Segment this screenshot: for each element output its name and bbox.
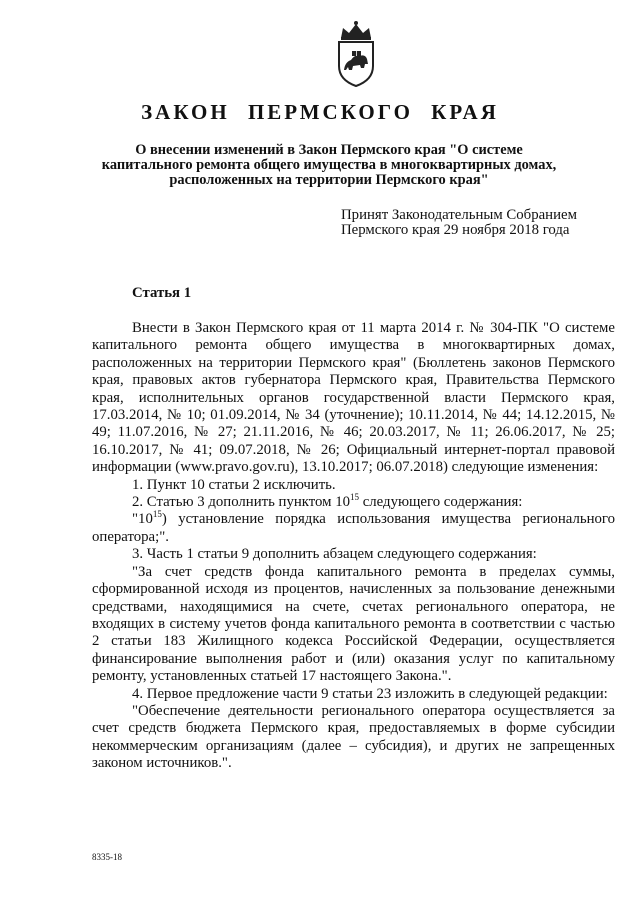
intro-paragraph: Внести в Закон Пермского края от 11 марта 2014 г. № 304-ПК "О системе капитального ремонта общего имущества в многоквартирных домах, расположенных на территории Пермского края" (Бюллетень законов Пермского края, правовых актов губернатора Пермского края, Правительства Пермского края, исполнительных органов государственной власти Пермского края, 17.03.2014, № 10; 01.09.2014, № 34 (уточнение); 10.11.2014, № 44; 14.12.2015, № 49; 11.07.2016, № 27; 21.11.2016, № 46; 20.03.2017, № 11; 26.06.2017, № 25; 16.10.2017, № 41; 09.07.2018, № 26; Официальный интернет-портал правовой информации (www.pravo.gov.ru), 13.10.2017; 06.07.2018) следующие изменения: bbox=[92, 320, 615, 476]
item-2 bbox=[92, 494, 615, 511]
quote-1-superscript: 15 bbox=[152, 509, 162, 520]
item-4: 4. Первое предложение части 9 статьи 23 изложить в следующей редакции: bbox=[132, 685, 608, 702]
law-title: ЗАКОН ПЕРМСКОГО КРАЯ bbox=[141, 100, 499, 124]
item-3: 3. Часть 1 статьи 9 дополнить абзацем следующего содержания: bbox=[132, 546, 537, 563]
quote-2: "За счет средств фонда капитального ремонта в пределах суммы, сформированной исходя из процентов, начисленных за пользование денежными средствами, находящимися на счете, счетах регионального оператора, не входящих в систему учетов фонда капитального ремонта в соответствии с частью 2 статьи 183 Жилищного кодекса Российской Федерации, осуществляется финансирование выполнения работ и (или) оказания услуг по капитальному ремонту, установленных статьей 17 настоящего Закона.". bbox=[92, 563, 615, 685]
item-1: 1. Пункт 10 статьи 2 исключить. bbox=[132, 476, 336, 493]
item-2-superscript: 15 bbox=[350, 492, 360, 503]
article-heading: Статья 1 bbox=[132, 285, 192, 301]
document-code: 8335-18 bbox=[92, 852, 122, 862]
quote-1-text: ) установление порядка использования имущества регионального оператора;". bbox=[92, 511, 615, 545]
item-2-text: 2. Статью 3 дополнить пунктом 10 bbox=[132, 494, 351, 511]
article-body bbox=[92, 320, 615, 773]
adoption-note bbox=[341, 208, 621, 238]
quote-1 bbox=[92, 511, 615, 546]
adoption-line-2: Пермского края 29 ноября 2018 года bbox=[341, 222, 570, 238]
coat-of-arms-icon bbox=[331, 18, 381, 88]
law-subtitle: О внесении изменений в Закон Пермского края "О системе капитального ремонта общего имущества в многоквартирных домах, расположенных на территории Пермского края" bbox=[101, 142, 557, 188]
adoption-line-1: Принят Законодательным Собранием bbox=[341, 207, 577, 223]
quote-3: "Обеспечение деятельности регионального оператора осуществляется за счет средств бюджета Пермского края, предоставляемых в форме субсидии некоммерческим организациям (далее – субсидия), и других не запрещенных законом источников.". bbox=[92, 702, 615, 772]
item-2-text-end: следующего содержания: bbox=[359, 494, 523, 511]
quote-1-open: "10 bbox=[132, 511, 153, 528]
